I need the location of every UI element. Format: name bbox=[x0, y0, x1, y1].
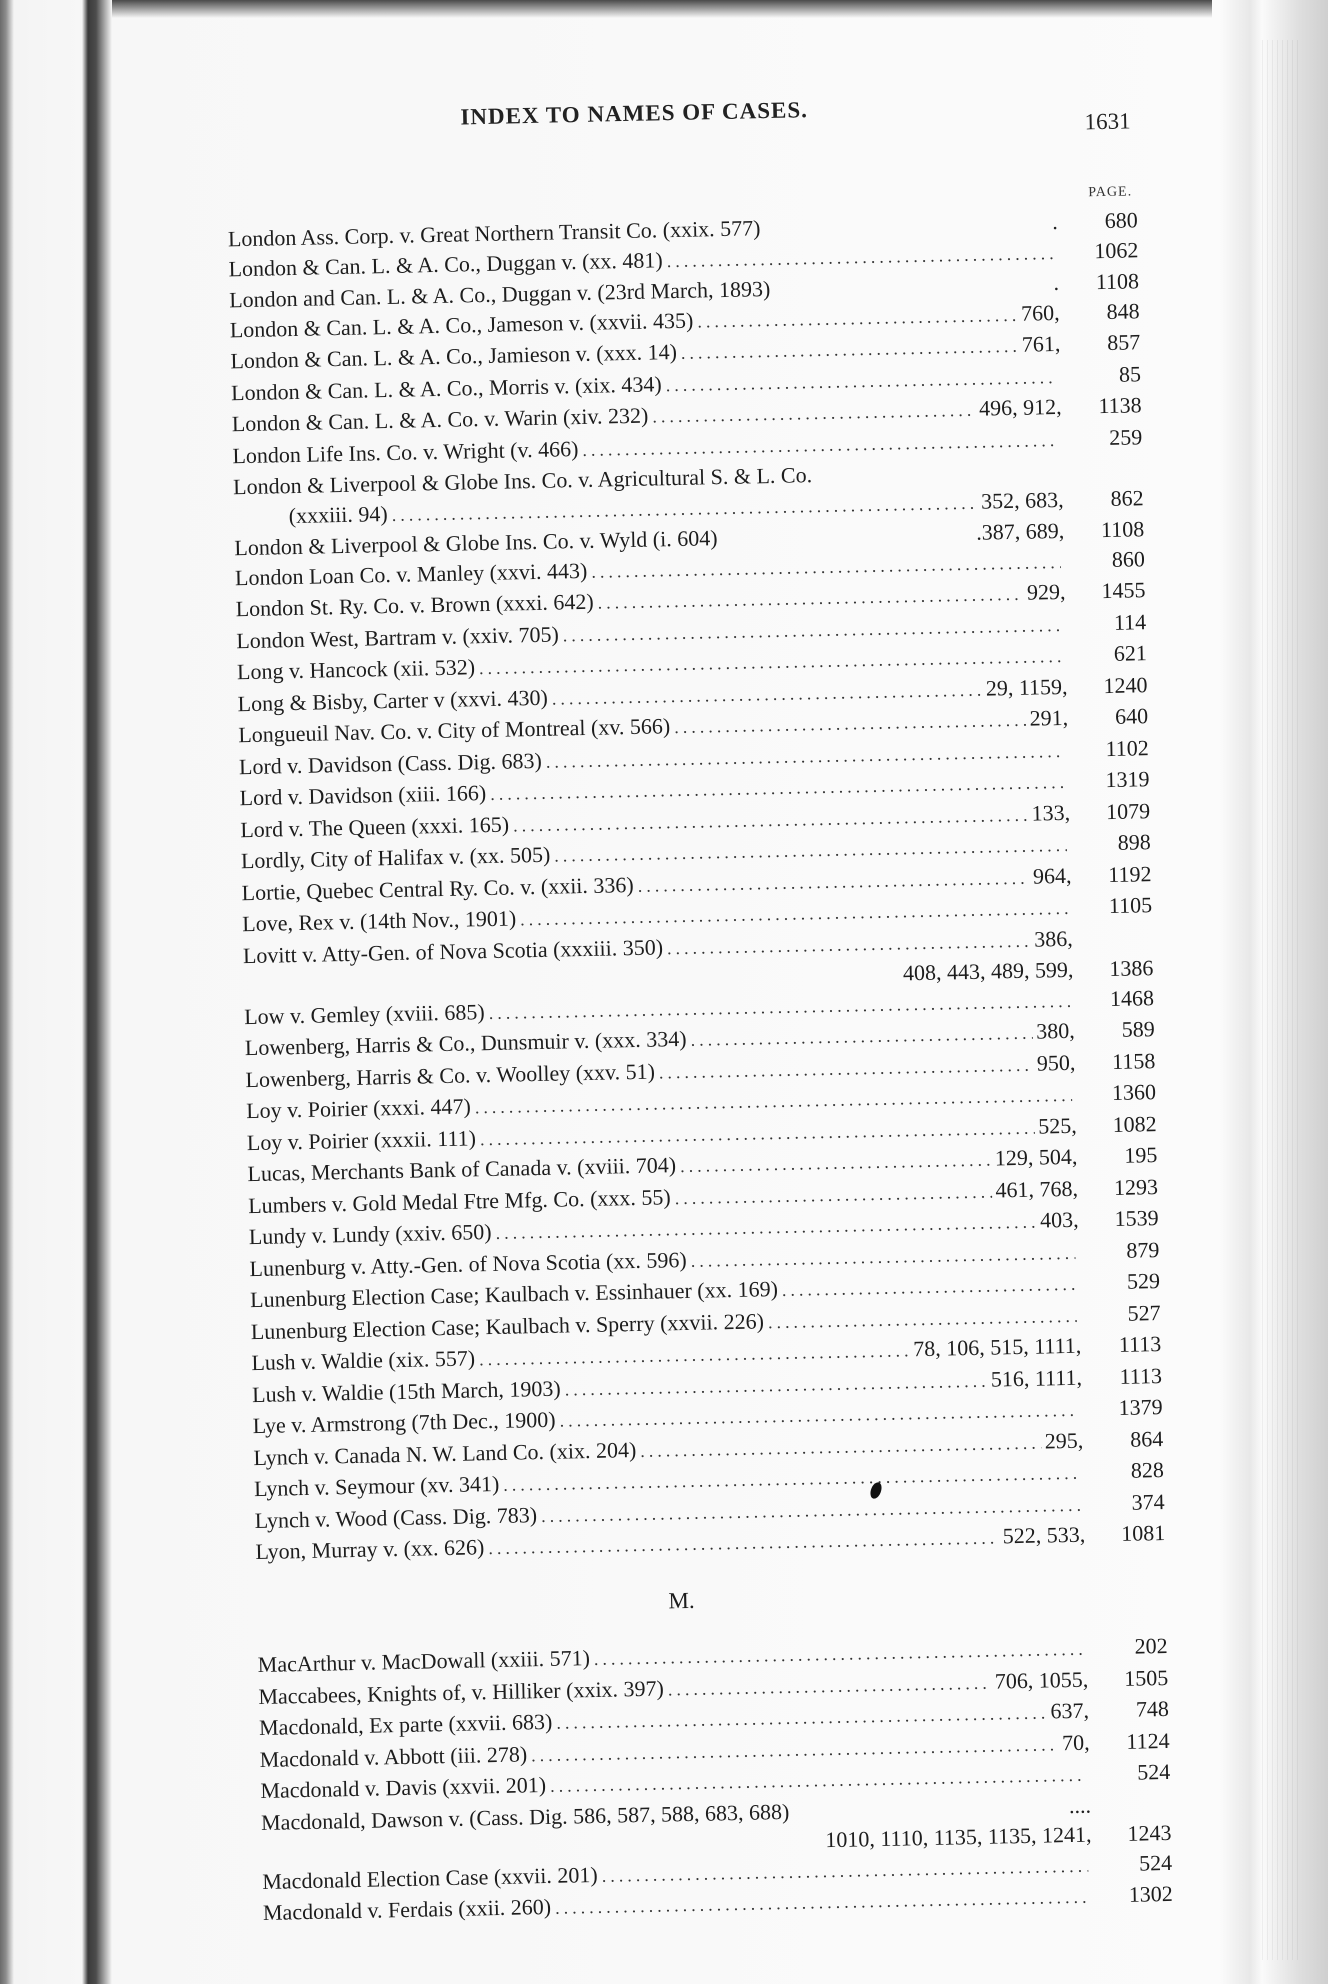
case-name: London Life Ins. Co. v. Wright (v. 466) bbox=[232, 435, 579, 468]
page-title: INDEX TO NAMES OF CASES. bbox=[460, 97, 809, 130]
case-name: Lortie, Quebec Central Ry. Co. v. (xxii. 336) bbox=[241, 871, 634, 905]
case-name: London & Liverpool & Globe Ins. Co. v. Agricultural S. & L. Co. bbox=[232, 462, 813, 500]
page-ref: 1302 bbox=[1128, 1880, 1174, 1907]
page-ref: 1105 bbox=[1108, 892, 1153, 919]
case-name: Lowenberg, Harris & Co., Dunsmuir v. (xxx. 334) bbox=[244, 1025, 687, 1061]
section-heading-m: M. bbox=[668, 1587, 695, 1613]
spacer bbox=[770, 290, 1053, 296]
case-name: London & Can. L. & A. Co. v. Warin (xiv. 232) bbox=[231, 402, 649, 437]
case-name: Macdonald v. Ferdais (xxii. 260) bbox=[262, 1893, 552, 1925]
case-name: London & Liverpool & Globe Ins. Co. v. Wyld (i. 604) bbox=[234, 525, 718, 561]
page-ref: 898 bbox=[1117, 829, 1152, 855]
case-name: Lunenburg Election Case; Kaulbach v. Essinhauer (xx. 169) bbox=[249, 1276, 779, 1313]
page-ref: 1102 bbox=[1105, 734, 1150, 761]
page-ref: 1158 bbox=[1111, 1047, 1156, 1074]
case-name: Lush v. Waldie (15th March, 1903) bbox=[251, 1375, 561, 1407]
case-name: London and Can. L. & A. Co., Duggan v. (23rd March, 1893) bbox=[228, 275, 771, 313]
page-ref: 527 bbox=[1127, 1299, 1161, 1326]
page-ref: 259 bbox=[1108, 423, 1143, 450]
case-name: Lundy v. Lundy (xxiv. 650) bbox=[248, 1219, 492, 1250]
page-ref: 524 bbox=[1138, 1849, 1173, 1876]
report-refs: 496, 912, bbox=[978, 393, 1062, 421]
page-number: 1631 bbox=[1084, 108, 1131, 135]
page-ref: 860 bbox=[1111, 545, 1146, 572]
case-name: Lord v. Davidson (xiii. 166) bbox=[239, 780, 487, 811]
case-name: Lyon, Murray v. (xx. 626) bbox=[255, 1534, 485, 1565]
page-ref: 1293 bbox=[1113, 1173, 1159, 1200]
case-name: Lordly, City of Halifax v. (xx. 505) bbox=[240, 841, 551, 874]
case-name: Lye v. Armstrong (7th Dec., 1900) bbox=[252, 1406, 556, 1439]
page-ref: 1081 bbox=[1120, 1519, 1166, 1546]
report-refs: 380, bbox=[1035, 1017, 1075, 1044]
case-name: MacArthur v. MacDowall (xxiii. 571) bbox=[257, 1645, 591, 1678]
page-ref: 1468 bbox=[1109, 984, 1155, 1011]
page-ref: 589 bbox=[1121, 1016, 1155, 1042]
report-refs: 706, 1055, bbox=[994, 1666, 1089, 1694]
page-ref: 1455 bbox=[1101, 577, 1146, 604]
page-ref: 680 bbox=[1104, 207, 1138, 233]
case-name: Lunenburg Election Case; Kaulbach v. Sperry (xxvii. 226) bbox=[250, 1307, 765, 1344]
case-name: London St. Ry. Co. v. Brown (xxxi. 642) bbox=[235, 588, 594, 622]
page-ref: 202 bbox=[1134, 1632, 1168, 1659]
page-ref: 1379 bbox=[1118, 1394, 1163, 1420]
case-citation: (xxxiii. 94) bbox=[288, 500, 388, 528]
report-refs: 408, 443, 489, 599, bbox=[902, 956, 1074, 986]
page-ref bbox=[1063, 475, 1143, 477]
page-ref: 524 bbox=[1136, 1758, 1171, 1785]
case-name: Lord v. The Queen (xxxi. 165) bbox=[240, 811, 510, 842]
page-ref: 1108 bbox=[1100, 516, 1145, 543]
case-name: Lord v. Davidson (Cass. Dig. 683) bbox=[238, 747, 543, 779]
page-ref: 85 bbox=[1118, 360, 1142, 387]
book-page bbox=[195, 80, 1174, 1925]
page-ref: 1108 bbox=[1095, 268, 1140, 295]
page-ref: 1138 bbox=[1098, 392, 1142, 419]
page-ref: 1505 bbox=[1123, 1664, 1169, 1691]
page-ref bbox=[1091, 1810, 1171, 1812]
running-head bbox=[195, 90, 1136, 150]
page-ref: 529 bbox=[1126, 1268, 1161, 1294]
case-name: London West, Bartram v. (xxiv. 705) bbox=[236, 621, 559, 653]
l-section bbox=[228, 205, 1166, 1568]
page-ref: 1386 bbox=[1109, 955, 1154, 982]
case-name: Lowenberg, Harris & Co. v. Woolley (xxv. 51) bbox=[245, 1058, 656, 1092]
case-name: Macdonald, Dawson v. (Cass. Dig. 586, 587, 588, 683, 688) bbox=[260, 1798, 790, 1835]
case-name: London Ass. Corp. v. Great Northern Transit Co. (xxix. 577) bbox=[227, 215, 761, 252]
case-name: Love, Rex v. (14th Nov., 1901) bbox=[241, 905, 517, 937]
page-ref: 1113 bbox=[1118, 1331, 1162, 1357]
page-ref: 1113 bbox=[1119, 1362, 1163, 1389]
page-ref: 1243 bbox=[1127, 1819, 1172, 1846]
report-refs: 964, bbox=[1032, 862, 1072, 889]
report-refs: 78, 106, 515, 1111, bbox=[912, 1332, 1082, 1362]
case-name: London Loan Co. v. Manley (xxvi. 443) bbox=[234, 557, 588, 590]
report-refs: . bbox=[1053, 269, 1060, 296]
report-refs: .... bbox=[1068, 1792, 1092, 1818]
report-refs: 403, bbox=[1039, 1206, 1079, 1233]
case-name: Lush v. Waldie (xix. 557) bbox=[251, 1345, 476, 1376]
case-name: Lynch v. Canada N. W. Land Co. (xix. 204) bbox=[253, 1436, 637, 1470]
page-ref: 374 bbox=[1131, 1488, 1165, 1515]
page-ref: 1192 bbox=[1107, 860, 1152, 887]
report-refs: 516, 1111, bbox=[990, 1364, 1083, 1392]
case-name: London & Can. L. & A. Co., Jamieson v. (xxx. 14) bbox=[230, 338, 678, 374]
report-refs: 522, 533, bbox=[1002, 1521, 1086, 1549]
report-refs: 29, 1159, bbox=[985, 673, 1068, 701]
report-refs: 352, 683, bbox=[980, 486, 1064, 514]
page-ref: 1360 bbox=[1111, 1079, 1157, 1106]
page-ref: 848 bbox=[1106, 297, 1140, 324]
case-name: Macdonald v. Abbott (iii. 278) bbox=[259, 1740, 528, 1772]
page-ref: 828 bbox=[1130, 1457, 1165, 1483]
report-refs: 70, bbox=[1061, 1729, 1090, 1755]
report-refs: 1010, 1110, 1135, 1135, 1241, bbox=[825, 1821, 1092, 1853]
report-refs: 761, bbox=[1021, 330, 1061, 357]
case-name: Maccabees, Knights of, v. Hilliker (xxix. 397) bbox=[258, 1675, 665, 1709]
case-name: Lovitt v. Atty-Gen. of Nova Scotia (xxxiii. 350) bbox=[242, 933, 664, 968]
case-name: Loy v. Poirier (xxxii. 111) bbox=[246, 1124, 477, 1155]
report-refs: 950, bbox=[1036, 1049, 1076, 1076]
case-name: Lumbers v. Gold Medal Ftre Mfg. Co. (xxx. 55) bbox=[247, 1183, 671, 1218]
page-ref: 1082 bbox=[1112, 1110, 1157, 1137]
page-ref: 862 bbox=[1110, 484, 1144, 511]
case-name: Macdonald v. Davis (xxvii. 201) bbox=[260, 1772, 547, 1803]
page-ref: 1079 bbox=[1105, 797, 1151, 824]
case-name: Low v. Gemley (xviii. 685) bbox=[243, 998, 485, 1029]
page-ref: 195 bbox=[1124, 1142, 1158, 1168]
spacer bbox=[812, 477, 1063, 482]
page-column-label: PAGE. bbox=[1088, 184, 1133, 201]
case-name: Lynch v. Wood (Cass. Dig. 783) bbox=[254, 1501, 538, 1533]
m-section bbox=[257, 1631, 1173, 1929]
page-ref: 1319 bbox=[1105, 766, 1150, 793]
page-ref: 1240 bbox=[1103, 671, 1148, 698]
page-ref: 640 bbox=[1114, 703, 1149, 729]
case-name: London & Can. L. & A. Co., Morris v. (xix. 434) bbox=[230, 370, 662, 405]
page-ref: 114 bbox=[1113, 608, 1147, 635]
spacer bbox=[718, 540, 977, 545]
case-name: Macdonald Election Case (xxvii. 201) bbox=[262, 1861, 598, 1894]
report-refs: 295, bbox=[1044, 1427, 1084, 1453]
report-refs: 461, 768, bbox=[995, 1175, 1079, 1202]
case-name: Loy v. Poirier (xxxi. 447) bbox=[245, 1093, 472, 1124]
page-ref: 621 bbox=[1113, 640, 1148, 666]
page-ref: 748 bbox=[1135, 1695, 1170, 1722]
case-name: Long v. Hancock (xii. 532) bbox=[236, 654, 476, 685]
report-refs: 525, bbox=[1037, 1112, 1077, 1139]
case-name: Lucas, Merchants Bank of Canada v. (xviii. 704) bbox=[247, 1152, 677, 1187]
page-ref: 864 bbox=[1129, 1425, 1164, 1452]
index-entries bbox=[228, 205, 1174, 1929]
scan-top-shadow bbox=[112, 0, 1212, 18]
spacer bbox=[761, 229, 1053, 235]
case-name: Lynch v. Seymour (xv. 341) bbox=[253, 1470, 500, 1502]
page-ref: 1124 bbox=[1126, 1727, 1170, 1754]
page-ref: 1539 bbox=[1114, 1205, 1159, 1231]
report-refs: 929, bbox=[1026, 578, 1066, 605]
page-ref: 857 bbox=[1107, 329, 1141, 355]
case-name: Macdonald, Ex parte (xxvii. 683) bbox=[258, 1708, 553, 1741]
case-name: Lunenburg v. Atty.-Gen. of Nova Scotia (xx. 596) bbox=[249, 1246, 687, 1281]
report-refs: . bbox=[1051, 208, 1058, 235]
case-name: Longueuil Nav. Co. v. City of Montreal (xv. 566) bbox=[238, 713, 671, 748]
report-refs: 637, bbox=[1050, 1697, 1090, 1724]
report-refs: .387, 689, bbox=[975, 517, 1065, 545]
case-name: London & Can. L. & A. Co., Jameson v. (xxvii. 435) bbox=[229, 307, 694, 342]
report-refs: 129, 504, bbox=[994, 1143, 1078, 1171]
page-ref bbox=[1073, 944, 1153, 946]
case-name: London & Can. L. & A. Co., Duggan v. (xx. 481) bbox=[228, 246, 663, 281]
case-name: Long & Bisby, Carter v (xxvi. 430) bbox=[237, 684, 549, 716]
report-refs: 291, bbox=[1029, 704, 1069, 731]
page-ref: 1062 bbox=[1094, 236, 1139, 263]
report-refs: 760, bbox=[1020, 299, 1060, 326]
spacer bbox=[789, 1813, 1069, 1819]
page-ref: 879 bbox=[1126, 1236, 1160, 1263]
report-refs: 386, bbox=[1033, 925, 1073, 952]
report-refs: 133, bbox=[1031, 799, 1071, 826]
page-edges bbox=[1262, 40, 1298, 1960]
